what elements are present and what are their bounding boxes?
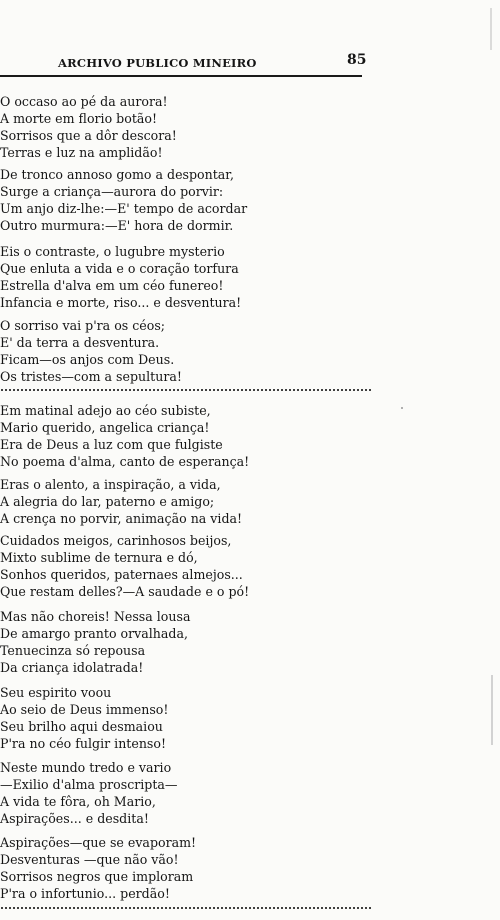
- verse-line: De tronco annoso gomo a despontar,: [0, 167, 234, 182]
- verse-line: Um anjo diz-lhe:—E' tempo de acordar: [0, 201, 248, 216]
- page-number: 85: [347, 52, 367, 68]
- verse-line: A vida te fôra, oh Mario,: [0, 794, 156, 809]
- verse-line: Tenuecinza só repousa: [0, 643, 146, 658]
- verse-line: —Exilio d'alma proscripta—: [0, 777, 178, 792]
- stanza: [0, 402, 249, 470]
- verse-line: Mixto sublime de ternura e dó,: [0, 550, 198, 565]
- verse-line: Eis o contraste, o lugubre mysterio: [0, 244, 225, 259]
- verse-line: Aspirações... e desdita!: [0, 811, 149, 826]
- verse-line: A morte em florio botão!: [0, 111, 158, 126]
- stanza: [0, 608, 190, 676]
- verse-line: Ao seio de Deus immenso!: [0, 702, 169, 717]
- verse-line: E' da terra a desventura.: [0, 335, 160, 350]
- verse-line: Seu espirito voou: [0, 685, 112, 700]
- verse-line: Os tristes—com a sepultura!: [0, 369, 182, 384]
- verse-line: Outro murmura:—E' hora de dormir.: [0, 218, 234, 233]
- verse-line: Desventuras —que não vão!: [0, 852, 179, 867]
- verse-line: Que restam delles?—A saudade e o pó!: [0, 584, 250, 599]
- verse-line: P'ra o infortunio... perdão!: [0, 886, 170, 901]
- verse-line: P'ra no céo fulgir intenso!: [0, 736, 167, 751]
- stanza: [0, 476, 242, 527]
- verse-line: Ficam—os anjos com Deus.: [0, 352, 175, 367]
- verse-line: Infancia e morte, riso... e desventura!: [0, 295, 242, 310]
- verse-line: A alegria do lar, paterno e amigo;: [0, 494, 215, 509]
- verse-line: O occaso ao pé da aurora!: [0, 94, 168, 109]
- verse-line: A crença no porvir, animação na vida!: [0, 511, 243, 526]
- verse-line: Sorrisos que a dôr descora!: [0, 128, 177, 143]
- speck: [401, 407, 403, 409]
- verse-line: Que enluta a vida e o coração torfura: [0, 261, 239, 276]
- verse-line: Era de Deus a luz com que fulgiste: [0, 437, 223, 452]
- header-rule: [0, 75, 362, 77]
- stanza: [0, 532, 249, 600]
- dotted-separator: [0, 388, 372, 392]
- verse-line: No poema d'alma, canto de esperança!: [0, 454, 250, 469]
- stanza: [0, 243, 241, 311]
- running-header-title: ARCHIVO PUBLICO MINEIRO: [58, 56, 257, 70]
- verse-line: Surge a criança—aurora do porvir:: [0, 184, 224, 199]
- stanza: [0, 759, 178, 827]
- stanza: [0, 93, 177, 161]
- verse-line: Terras e luz na amplidão!: [0, 145, 163, 160]
- verse-line: Cuidados meigos, carinhosos beijos,: [0, 533, 232, 548]
- verse-line: Em matinal adejo ao céo subiste,: [0, 403, 211, 418]
- verse-line: Mario querido, angelica criança!: [0, 420, 210, 435]
- dotted-separator: [0, 906, 372, 910]
- stanza: [0, 317, 182, 385]
- verse-line: Sonhos queridos, paternaes almejos...: [0, 567, 243, 582]
- verse-line: Da criança idolatrada!: [0, 660, 144, 675]
- verse-line: Mas não choreis! Nessa lousa: [0, 609, 191, 624]
- verse-line: Aspirações—que se evaporam!: [0, 835, 197, 850]
- verse-line: Neste mundo tredo e vario: [0, 760, 172, 775]
- stanza: [0, 166, 247, 234]
- verse-line: Seu brilho aqui desmaiou: [0, 719, 163, 734]
- verse-line: Sorrisos negros que imploram: [0, 869, 194, 884]
- verse-line: Estrella d'alva em um céo funereo!: [0, 278, 224, 293]
- stanza: [0, 834, 196, 902]
- stanza: [0, 684, 168, 752]
- verse-line: O sorriso vai p'ra os céos;: [0, 318, 166, 333]
- verse-line: Eras o alento, a inspiração, a vida,: [0, 477, 221, 492]
- verse-line: De amargo pranto orvalhada,: [0, 626, 188, 641]
